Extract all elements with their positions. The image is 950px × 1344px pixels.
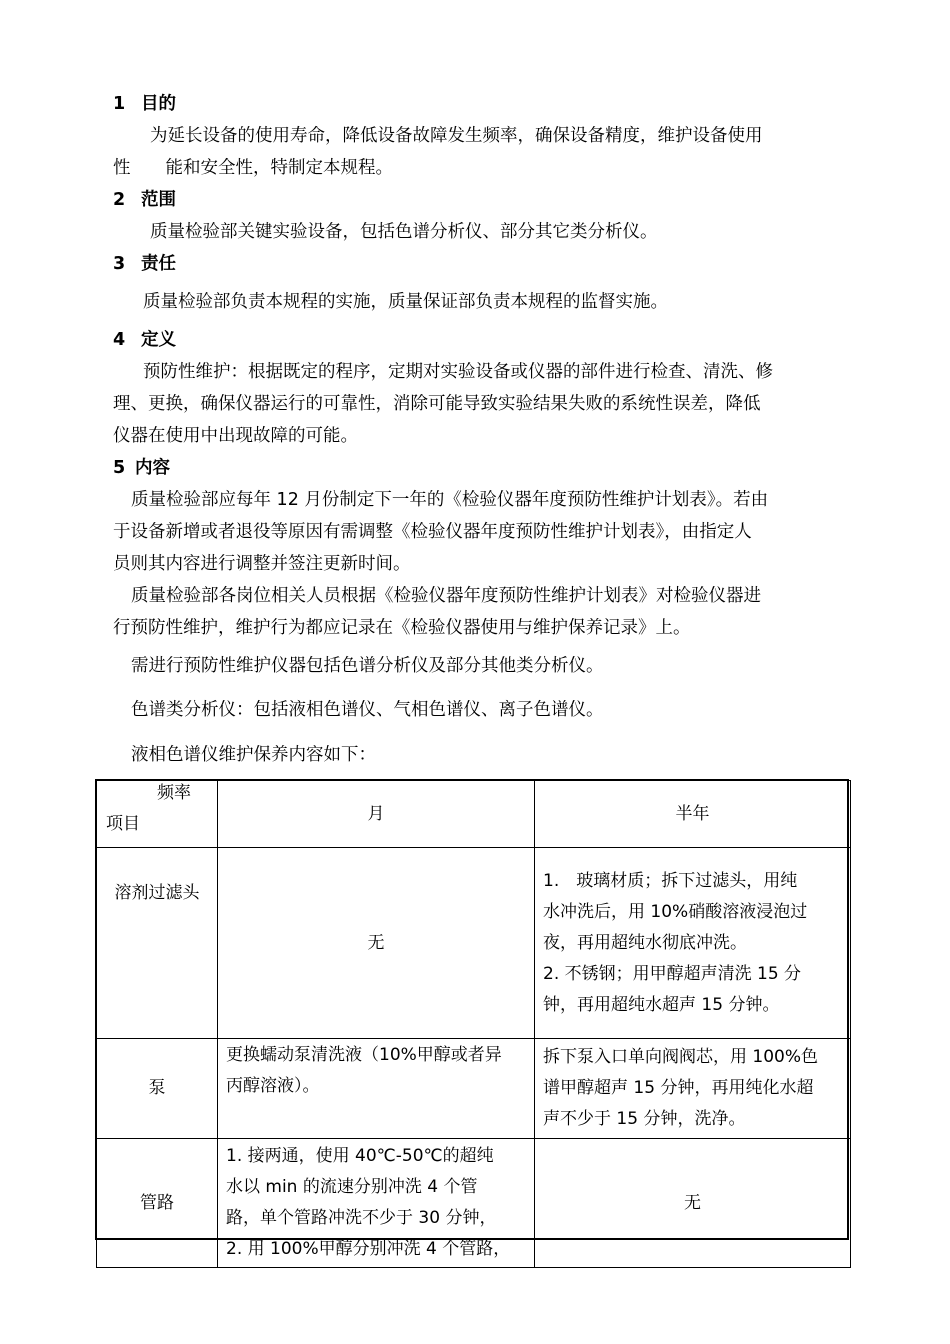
header-item-label: 项目 <box>106 814 140 834</box>
cell-line: 谱甲醇超声 15 分钟，再用纯化水超 <box>543 1078 814 1098</box>
definition-line-3: 仪器在使用中出现故障的可能。 <box>113 426 358 446</box>
table-row <box>97 848 851 1039</box>
section-heading-5 <box>113 454 170 479</box>
header-frequency-label: 频率 <box>157 783 191 803</box>
section-number: 5 <box>113 458 126 478</box>
section-heading-1 <box>113 90 176 115</box>
section-title: 范围 <box>141 190 176 210</box>
purpose-line-2: 性 能和安全性，特制定本规程。 <box>113 158 393 178</box>
cell-line: 丙醇溶液）。 <box>226 1076 320 1096</box>
content-1-line-1: 质量检验部应每年 12 月份制定下一年的《检验仪器年度预防性维护计划表》。若由 <box>131 490 769 510</box>
section-heading-2 <box>113 186 176 211</box>
content-3: 需进行预防性维护仪器包括色谱分析仪及部分其他类分析仪。 <box>131 656 604 676</box>
cell-line: 更换蠕动泵清洗液（10%甲醇或者异 <box>226 1045 502 1065</box>
row-month: 无 <box>218 848 535 1039</box>
section-heading-4 <box>113 326 176 351</box>
cell-line: 夜，再用超纯水彻底冲洗。 <box>543 932 747 953</box>
cell-line: 1. 玻璃材质；拆下过滤头，用纯 <box>543 870 798 891</box>
responsibility-line-1: 质量检验部负责本规程的实施，质量保证部负责本规程的监督实施。 <box>143 292 668 312</box>
section-title: 目的 <box>141 94 176 114</box>
maintenance-table <box>96 780 851 1268</box>
section-number: 3 <box>113 254 126 274</box>
section-number: 4 <box>113 330 126 350</box>
content-4: 色谱类分析仪：包括液相色谱仪、气相色谱仪、离子色谱仪。 <box>131 700 604 720</box>
row-half-year: 无 <box>535 1139 851 1268</box>
cell-line: 2. 不锈钢；用甲醇超声清洗 15 分 <box>543 963 802 984</box>
table-header-row <box>97 781 851 848</box>
header-diagonal-cell <box>97 781 218 848</box>
table-row <box>97 1139 851 1268</box>
scope-line-1: 质量检验部关键实验设备，包括色谱分析仪、部分其它类分析仪。 <box>150 222 658 242</box>
content-1-line-2: 于设备新增或者退役等原因有需调整《检验仪器年度预防性维护计划表》，由指定人 <box>113 522 752 542</box>
section-heading-3 <box>113 250 176 275</box>
row-month <box>218 1039 535 1139</box>
definition-line-2: 理、更换，确保仪器运行的可靠性，消除可能导致实验结果失败的系统性误差，降低 <box>113 394 761 414</box>
content-1-line-3: 员则其内容进行调整并签注更新时间。 <box>113 554 411 574</box>
row-half-year <box>535 1039 851 1139</box>
row-item: 管路 <box>97 1139 218 1268</box>
definition-line-1: 预防性维护：根据既定的程序，定期对实验设备或仪器的部件进行检查、清洗、修 <box>143 362 773 382</box>
row-month <box>218 1139 535 1268</box>
row-half-year <box>535 848 851 1039</box>
purpose-line-1: 为延长设备的使用寿命，降低设备故障发生频率，确保设备精度，维护设备使用 <box>150 126 763 146</box>
row-item: 溶剂过滤头 <box>97 848 218 1039</box>
content-2-line-1: 质量检验部各岗位相关人员根据《检验仪器年度预防性维护计划表》对检验仪器进 <box>131 586 761 606</box>
cell-line: 1. 接两通，使用 40℃-50℃的超纯 <box>226 1146 494 1166</box>
row-item: 泵 <box>97 1039 218 1139</box>
content-2-line-2: 行预防性维护，维护行为都应记录在《检验仪器使用与维护保养记录》上。 <box>113 618 691 638</box>
section-number: 2 <box>113 190 126 210</box>
cell-line: 路，单个管路冲洗不少于 30 分钟， <box>226 1208 497 1228</box>
section-number: 1 <box>113 94 126 114</box>
cell-line: 声不少于 15 分钟，洗净。 <box>543 1109 746 1129</box>
header-half-year: 半年 <box>535 781 851 848</box>
section-title: 内容 <box>135 458 170 478</box>
cell-line: 拆下泵入口单向阀阀芯，用 100%色 <box>543 1047 819 1067</box>
section-title: 定义 <box>141 330 176 350</box>
header-month: 月 <box>218 781 535 848</box>
section-title: 责任 <box>141 254 176 274</box>
content-5: 液相色谱仪维护保养内容如下： <box>131 745 376 765</box>
table-row <box>97 1039 851 1139</box>
cell-line: 2. 用 100%甲醇分别冲洗 4 个管路， <box>226 1239 511 1259</box>
cell-line: 水以 min 的流速分别冲洗 4 个管 <box>226 1177 478 1197</box>
cell-line: 水冲洗后，用 10%硝酸溶液浸泡过 <box>543 901 808 922</box>
cell-line: 钟，再用超纯水超声 15 分钟。 <box>543 994 780 1015</box>
